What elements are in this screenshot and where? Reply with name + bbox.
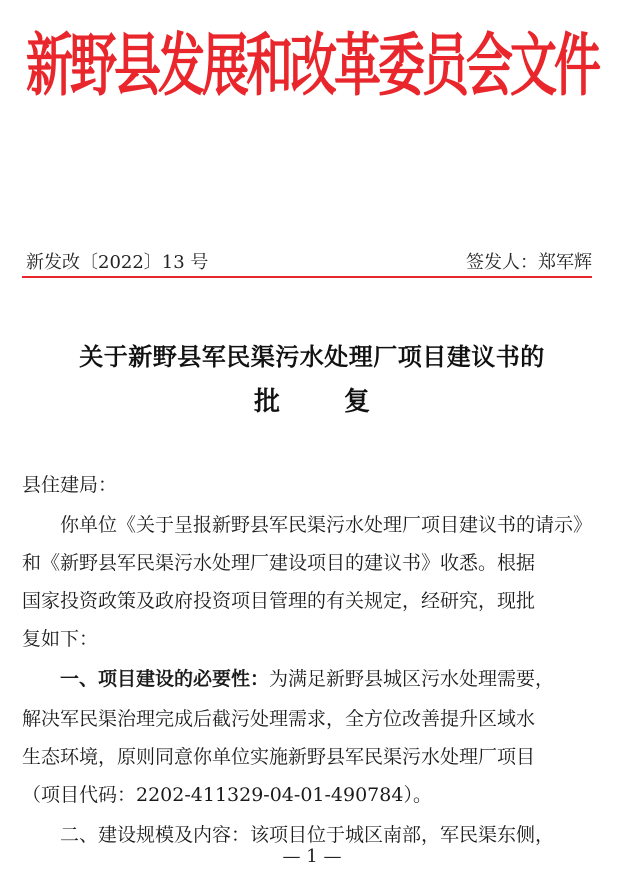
section-1-line xyxy=(60,664,624,691)
addressee: 县住建局： xyxy=(22,474,118,496)
subject-title-line-2 xyxy=(0,381,624,418)
section-2-line: 二、建设规模及内容：该项目位于城区南部，军民渠东侧， xyxy=(60,824,555,846)
subject-title-char-2: 复 xyxy=(344,387,371,417)
section-1-line: （项目代码：2202-411329-04-01-490784）。 xyxy=(22,784,432,806)
subject-title-line-1: 关于新野县军民渠污水处理厂项目建议书的 xyxy=(79,343,545,371)
section-1-line: 解决军民渠治理完成后截污处理需求，全方位改善提升区域水 xyxy=(22,708,536,730)
red-divider xyxy=(22,276,592,278)
body-line: 国家投资政策及政府投资项目管理的有关规定，经研究，现批 xyxy=(22,590,536,612)
body-line: 和《新野县军民渠污水处理厂建设项目的建议书》收悉。根据 xyxy=(22,552,536,574)
document-header-title: 新野县发展和改革委员会文件 xyxy=(26,26,598,107)
subject-title-char-1: 批 xyxy=(253,387,280,417)
section-1-heading: 一、项目建设的必要性： xyxy=(60,668,270,690)
page-number: — 1 — xyxy=(282,846,342,867)
body-line: 你单位《关于呈报新野县军民渠污水处理厂项目建议书的请示》 xyxy=(60,514,593,536)
signer: 签发人：郑军辉 xyxy=(466,252,592,273)
section-1-text: 为满足新野县城区污水处理需要， xyxy=(269,668,555,690)
section-1-line: 生态环境，原则同意你单位实施新野县军民渠污水处理厂项目 xyxy=(22,746,536,768)
document-number: 新发改〔2022〕13 号 xyxy=(26,252,209,273)
body-line: 复如下： xyxy=(22,628,99,650)
